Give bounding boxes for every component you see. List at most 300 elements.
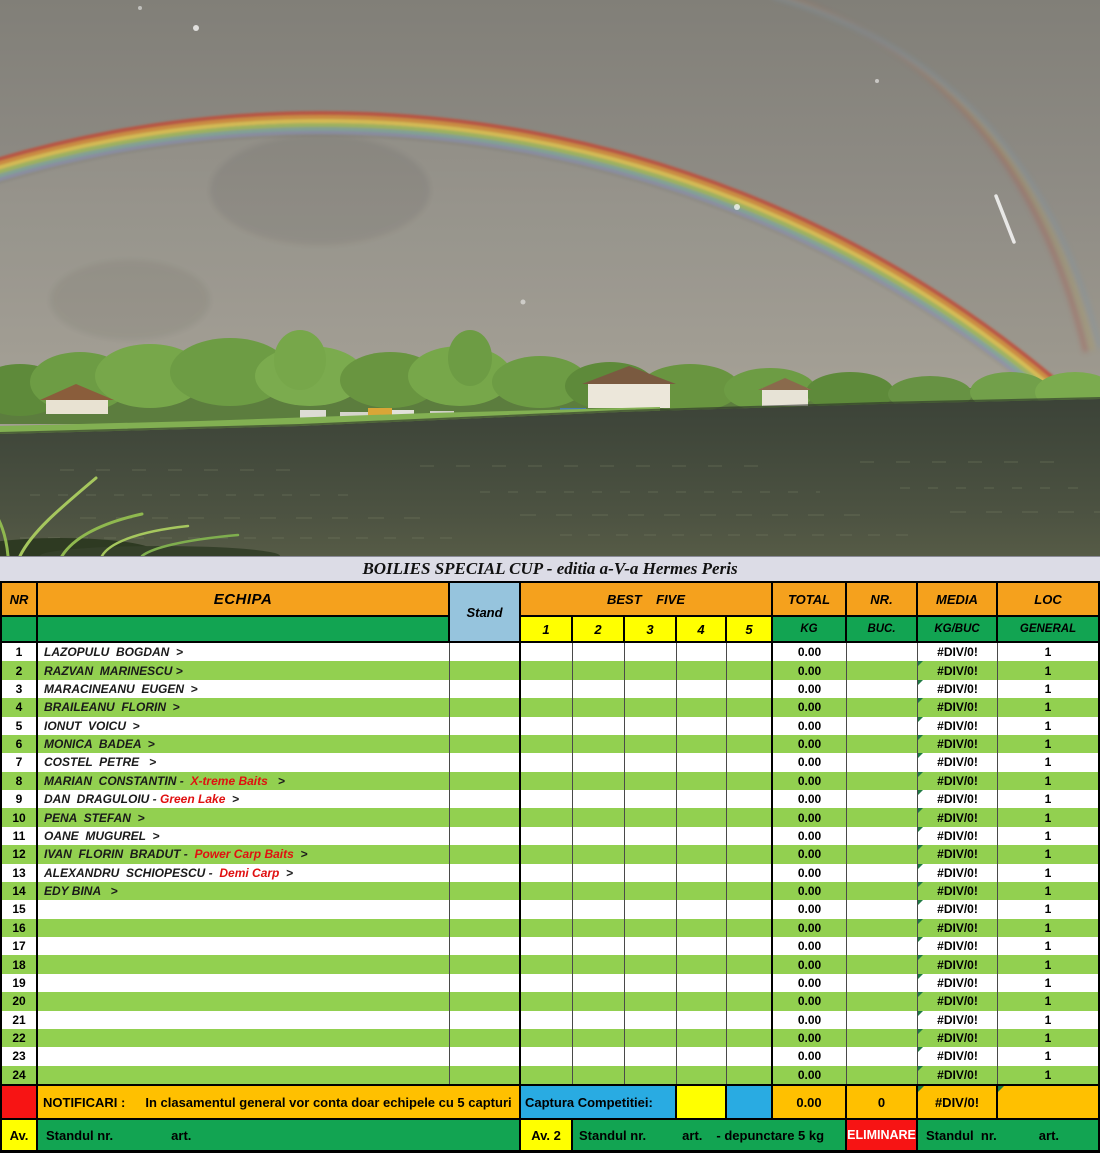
best-2-cell[interactable]: [573, 882, 625, 900]
row-number-cell[interactable]: 23: [2, 1047, 38, 1065]
media-kgbuc-cell[interactable]: #DIV/0!: [918, 643, 998, 661]
best-2-cell[interactable]: [573, 680, 625, 698]
best-4-cell[interactable]: [677, 717, 727, 735]
best-5-cell[interactable]: [727, 919, 773, 937]
stand-cell[interactable]: [450, 735, 521, 753]
loc-general-cell[interactable]: 1: [1044, 847, 1052, 862]
total-kg-cell[interactable]: 0.00: [773, 955, 847, 973]
best-2-cell[interactable]: [573, 937, 625, 955]
stand-cell[interactable]: [450, 864, 521, 882]
best-2-cell[interactable]: [573, 864, 625, 882]
best-4-cell[interactable]: [677, 827, 727, 845]
stand-cell[interactable]: [450, 1066, 521, 1084]
best-1-cell[interactable]: [521, 1029, 573, 1047]
nr-buc-cell[interactable]: [847, 1029, 918, 1047]
stand-cell[interactable]: [450, 698, 521, 716]
row-number-cell[interactable]: 18: [2, 955, 38, 973]
best-5-cell[interactable]: [727, 845, 773, 863]
row-number-cell[interactable]: 5: [2, 717, 38, 735]
total-kg-cell[interactable]: 0.00: [773, 698, 847, 716]
best-5-cell[interactable]: [727, 808, 773, 826]
nr-buc-cell[interactable]: [847, 937, 918, 955]
best-3-cell[interactable]: [625, 735, 677, 753]
stand-cell[interactable]: [450, 643, 521, 661]
row-number-cell[interactable]: 8: [2, 772, 38, 790]
row-number-cell[interactable]: 15: [2, 900, 38, 918]
best-5-cell[interactable]: [727, 827, 773, 845]
team-name-cell[interactable]: [38, 845, 450, 863]
best-3-cell[interactable]: [625, 992, 677, 1010]
best-3-cell[interactable]: [625, 827, 677, 845]
total-kg-cell[interactable]: 0.00: [773, 790, 847, 808]
team-name-cell[interactable]: [38, 1047, 450, 1065]
team-name-cell[interactable]: [38, 790, 450, 808]
loc-general-cell[interactable]: 1: [1044, 828, 1052, 843]
best-5-cell[interactable]: [727, 790, 773, 808]
total-kg-cell[interactable]: 0.00: [773, 974, 847, 992]
best-3-cell[interactable]: [625, 845, 677, 863]
best-1-cell[interactable]: [521, 919, 573, 937]
best-1-cell[interactable]: [521, 772, 573, 790]
best-4-cell[interactable]: [677, 1047, 727, 1065]
total-kg-cell[interactable]: 0.00: [773, 1029, 847, 1047]
alert-red-cell[interactable]: [0, 1086, 36, 1118]
best-2-cell[interactable]: [573, 753, 625, 771]
best-2-cell[interactable]: [573, 845, 625, 863]
best-4-cell[interactable]: [677, 790, 727, 808]
best-1-cell[interactable]: [521, 992, 573, 1010]
best-3-cell[interactable]: [625, 1066, 677, 1084]
best-2-cell[interactable]: [573, 955, 625, 973]
nr-buc-cell[interactable]: [847, 845, 918, 863]
media-kgbuc-cell[interactable]: #DIV/0!: [918, 919, 998, 937]
best-3-cell[interactable]: [625, 698, 677, 716]
nr-buc-cell[interactable]: [847, 643, 918, 661]
loc-general-cell[interactable]: 1: [1044, 902, 1052, 917]
best-3-cell[interactable]: [625, 882, 677, 900]
best-1-cell[interactable]: [521, 974, 573, 992]
best-5-cell[interactable]: [727, 772, 773, 790]
captura-label-cell[interactable]: [519, 1086, 675, 1118]
best-4-cell[interactable]: [677, 680, 727, 698]
captura-total-cell[interactable]: 0.00: [771, 1086, 845, 1118]
best-1-cell[interactable]: [521, 790, 573, 808]
best-1-cell[interactable]: [521, 900, 573, 918]
best-3-cell[interactable]: [625, 1029, 677, 1047]
standul3-cell[interactable]: [916, 1120, 1098, 1150]
team-name-cell[interactable]: [38, 680, 450, 698]
best-5-cell[interactable]: [727, 955, 773, 973]
nr-buc-cell[interactable]: [847, 680, 918, 698]
stand-cell[interactable]: [450, 900, 521, 918]
media-kgbuc-cell[interactable]: #DIV/0!: [918, 680, 998, 698]
best-4-cell[interactable]: [677, 661, 727, 679]
media-kgbuc-cell[interactable]: #DIV/0!: [918, 790, 998, 808]
total-kg-cell[interactable]: 0.00: [773, 735, 847, 753]
best-3-cell[interactable]: [625, 919, 677, 937]
total-kg-cell[interactable]: 0.00: [773, 827, 847, 845]
total-kg-cell[interactable]: 0.00: [773, 1011, 847, 1029]
stand-cell[interactable]: [450, 992, 521, 1010]
loc-general-cell[interactable]: 1: [1044, 645, 1052, 660]
row-number-cell[interactable]: 9: [2, 790, 38, 808]
best-2-cell[interactable]: [573, 900, 625, 918]
best-5-cell[interactable]: [727, 698, 773, 716]
media-kgbuc-cell[interactable]: #DIV/0!: [918, 974, 998, 992]
media-kgbuc-cell[interactable]: #DIV/0!: [918, 882, 998, 900]
media-kgbuc-cell[interactable]: #DIV/0!: [918, 698, 998, 716]
media-kgbuc-cell[interactable]: #DIV/0!: [918, 717, 998, 735]
standul2-cell[interactable]: [571, 1120, 845, 1150]
best-4-cell[interactable]: [677, 919, 727, 937]
loc-general-cell[interactable]: 1: [1044, 1049, 1052, 1064]
best-3-cell[interactable]: [625, 900, 677, 918]
row-number-cell[interactable]: 10: [2, 808, 38, 826]
best-3-cell[interactable]: [625, 864, 677, 882]
best-3-cell[interactable]: [625, 643, 677, 661]
av1-cell[interactable]: Av.: [0, 1120, 36, 1150]
media-kgbuc-cell[interactable]: #DIV/0!: [918, 845, 998, 863]
row-number-cell[interactable]: 7: [2, 753, 38, 771]
row-number-cell[interactable]: 1: [2, 643, 38, 661]
media-kgbuc-cell[interactable]: #DIV/0!: [918, 1011, 998, 1029]
best-3-cell[interactable]: [625, 937, 677, 955]
best-3-cell[interactable]: [625, 974, 677, 992]
total-kg-cell[interactable]: 0.00: [773, 919, 847, 937]
captura-cyan-cell[interactable]: [725, 1086, 771, 1118]
best-4-cell[interactable]: [677, 845, 727, 863]
row-number-cell[interactable]: 21: [2, 1011, 38, 1029]
total-kg-cell[interactable]: 0.00: [773, 1047, 847, 1065]
best-5-cell[interactable]: [727, 753, 773, 771]
best-2-cell[interactable]: [573, 974, 625, 992]
best-1-cell[interactable]: [521, 937, 573, 955]
stand-cell[interactable]: [450, 1011, 521, 1029]
media-kgbuc-cell[interactable]: #DIV/0!: [918, 900, 998, 918]
loc-general-cell[interactable]: 1: [1044, 975, 1052, 990]
best-5-cell[interactable]: [727, 1011, 773, 1029]
best-4-cell[interactable]: [677, 974, 727, 992]
best-1-cell[interactable]: [521, 882, 573, 900]
best-4-cell[interactable]: [677, 808, 727, 826]
team-name-cell[interactable]: [38, 698, 450, 716]
best-1-cell[interactable]: [521, 1066, 573, 1084]
best-2-cell[interactable]: [573, 827, 625, 845]
row-number-cell[interactable]: 13: [2, 864, 38, 882]
best-3-cell[interactable]: [625, 955, 677, 973]
best-3-cell[interactable]: [625, 1047, 677, 1065]
stand-cell[interactable]: [450, 753, 521, 771]
stand-cell[interactable]: [450, 1029, 521, 1047]
team-name-cell[interactable]: [38, 955, 450, 973]
total-kg-cell[interactable]: 0.00: [773, 864, 847, 882]
best-4-cell[interactable]: [677, 772, 727, 790]
best-3-cell[interactable]: [625, 661, 677, 679]
best-2-cell[interactable]: [573, 1011, 625, 1029]
row-number-cell[interactable]: 12: [2, 845, 38, 863]
stand-cell[interactable]: [450, 827, 521, 845]
best-3-cell[interactable]: [625, 680, 677, 698]
eliminare-cell[interactable]: ELIMINARE: [845, 1120, 916, 1150]
row-number-cell[interactable]: 14: [2, 882, 38, 900]
captura-loc-cell[interactable]: [996, 1086, 1098, 1118]
total-kg-cell[interactable]: 0.00: [773, 992, 847, 1010]
stand-cell[interactable]: [450, 680, 521, 698]
captura-yellow-cell[interactable]: [675, 1086, 725, 1118]
team-name-cell[interactable]: [38, 717, 450, 735]
loc-general-cell[interactable]: 1: [1044, 663, 1052, 678]
best-3-cell[interactable]: [625, 790, 677, 808]
best-3-cell[interactable]: [625, 772, 677, 790]
best-1-cell[interactable]: [521, 827, 573, 845]
stand-cell[interactable]: [450, 790, 521, 808]
loc-general-cell[interactable]: 1: [1044, 884, 1052, 899]
media-kgbuc-cell[interactable]: #DIV/0!: [918, 661, 998, 679]
row-number-cell[interactable]: 11: [2, 827, 38, 845]
best-5-cell[interactable]: [727, 900, 773, 918]
best-1-cell[interactable]: [521, 808, 573, 826]
best-3-cell[interactable]: [625, 808, 677, 826]
best-1-cell[interactable]: [521, 680, 573, 698]
best-2-cell[interactable]: [573, 661, 625, 679]
total-kg-cell[interactable]: 0.00: [773, 772, 847, 790]
team-name-cell[interactable]: [38, 900, 450, 918]
total-kg-cell[interactable]: 0.00: [773, 900, 847, 918]
best-1-cell[interactable]: [521, 1047, 573, 1065]
best-2-cell[interactable]: [573, 808, 625, 826]
loc-general-cell[interactable]: 1: [1044, 700, 1052, 715]
nr-buc-cell[interactable]: [847, 661, 918, 679]
media-kgbuc-cell[interactable]: #DIV/0!: [918, 992, 998, 1010]
media-kgbuc-cell[interactable]: #DIV/0!: [918, 955, 998, 973]
stand-cell[interactable]: [450, 937, 521, 955]
team-name-cell[interactable]: [38, 864, 450, 882]
best-5-cell[interactable]: [727, 974, 773, 992]
team-name-cell[interactable]: [38, 1066, 450, 1084]
media-kgbuc-cell[interactable]: #DIV/0!: [918, 937, 998, 955]
nr-buc-cell[interactable]: [847, 919, 918, 937]
best-2-cell[interactable]: [573, 919, 625, 937]
best-4-cell[interactable]: [677, 753, 727, 771]
media-kgbuc-cell[interactable]: #DIV/0!: [918, 772, 998, 790]
nr-buc-cell[interactable]: [847, 882, 918, 900]
nr-buc-cell[interactable]: [847, 827, 918, 845]
media-kgbuc-cell[interactable]: #DIV/0!: [918, 1029, 998, 1047]
stand-cell[interactable]: [450, 717, 521, 735]
loc-general-cell[interactable]: 1: [1044, 681, 1052, 696]
stand-cell[interactable]: [450, 1047, 521, 1065]
media-kgbuc-cell[interactable]: #DIV/0!: [918, 753, 998, 771]
stand-cell[interactable]: [450, 661, 521, 679]
total-kg-cell[interactable]: 0.00: [773, 661, 847, 679]
loc-general-cell[interactable]: 1: [1044, 957, 1052, 972]
total-kg-cell[interactable]: 0.00: [773, 845, 847, 863]
best-1-cell[interactable]: [521, 864, 573, 882]
best-4-cell[interactable]: [677, 992, 727, 1010]
best-2-cell[interactable]: [573, 1066, 625, 1084]
best-5-cell[interactable]: [727, 717, 773, 735]
nr-buc-cell[interactable]: [847, 717, 918, 735]
best-5-cell[interactable]: [727, 882, 773, 900]
row-number-cell[interactable]: 20: [2, 992, 38, 1010]
best-5-cell[interactable]: [727, 661, 773, 679]
notificari-cell[interactable]: [36, 1086, 519, 1118]
team-name-cell[interactable]: [38, 753, 450, 771]
row-number-cell[interactable]: 22: [2, 1029, 38, 1047]
best-1-cell[interactable]: [521, 735, 573, 753]
best-1-cell[interactable]: [521, 753, 573, 771]
stand-cell[interactable]: [450, 919, 521, 937]
nr-buc-cell[interactable]: [847, 753, 918, 771]
row-number-cell[interactable]: 2: [2, 661, 38, 679]
best-2-cell[interactable]: [573, 992, 625, 1010]
team-name-cell[interactable]: [38, 937, 450, 955]
team-name-cell[interactable]: [38, 643, 450, 661]
captura-buc-cell[interactable]: 0: [845, 1086, 916, 1118]
team-name-cell[interactable]: [38, 974, 450, 992]
stand-cell[interactable]: [450, 772, 521, 790]
nr-buc-cell[interactable]: [847, 808, 918, 826]
standul1-cell[interactable]: [36, 1120, 519, 1150]
captura-media-cell[interactable]: #DIV/0!: [916, 1086, 996, 1118]
nr-buc-cell[interactable]: [847, 790, 918, 808]
loc-general-cell[interactable]: 1: [1044, 1067, 1052, 1082]
total-kg-cell[interactable]: 0.00: [773, 717, 847, 735]
media-kgbuc-cell[interactable]: #DIV/0!: [918, 1066, 998, 1084]
best-4-cell[interactable]: [677, 900, 727, 918]
loc-general-cell[interactable]: 1: [1044, 773, 1052, 788]
best-1-cell[interactable]: [521, 1011, 573, 1029]
media-kgbuc-cell[interactable]: #DIV/0!: [918, 1047, 998, 1065]
loc-general-cell[interactable]: 1: [1044, 718, 1052, 733]
team-name-cell[interactable]: [38, 992, 450, 1010]
best-1-cell[interactable]: [521, 643, 573, 661]
total-kg-cell[interactable]: 0.00: [773, 808, 847, 826]
media-kgbuc-cell[interactable]: #DIV/0!: [918, 735, 998, 753]
team-name-cell[interactable]: [38, 808, 450, 826]
stand-cell[interactable]: [450, 974, 521, 992]
best-5-cell[interactable]: [727, 864, 773, 882]
nr-buc-cell[interactable]: [847, 1011, 918, 1029]
nr-buc-cell[interactable]: [847, 735, 918, 753]
loc-general-cell[interactable]: 1: [1044, 810, 1052, 825]
nr-buc-cell[interactable]: [847, 900, 918, 918]
total-kg-cell[interactable]: 0.00: [773, 753, 847, 771]
loc-general-cell[interactable]: 1: [1044, 1031, 1052, 1046]
team-name-cell[interactable]: [38, 1029, 450, 1047]
total-kg-cell[interactable]: 0.00: [773, 1066, 847, 1084]
av2-cell[interactable]: Av. 2: [519, 1120, 571, 1150]
row-number-cell[interactable]: 6: [2, 735, 38, 753]
best-4-cell[interactable]: [677, 735, 727, 753]
stand-cell[interactable]: [450, 845, 521, 863]
best-4-cell[interactable]: [677, 955, 727, 973]
best-4-cell[interactable]: [677, 937, 727, 955]
best-3-cell[interactable]: [625, 1011, 677, 1029]
nr-buc-cell[interactable]: [847, 1047, 918, 1065]
team-name-cell[interactable]: [38, 827, 450, 845]
row-number-cell[interactable]: 3: [2, 680, 38, 698]
total-kg-cell[interactable]: 0.00: [773, 937, 847, 955]
media-kgbuc-cell[interactable]: #DIV/0!: [918, 827, 998, 845]
total-kg-cell[interactable]: 0.00: [773, 680, 847, 698]
stand-cell[interactable]: [450, 882, 521, 900]
team-name-cell[interactable]: [38, 882, 450, 900]
row-number-cell[interactable]: 16: [2, 919, 38, 937]
best-1-cell[interactable]: [521, 717, 573, 735]
best-2-cell[interactable]: [573, 1029, 625, 1047]
nr-buc-cell[interactable]: [847, 864, 918, 882]
nr-buc-cell[interactable]: [847, 992, 918, 1010]
best-5-cell[interactable]: [727, 735, 773, 753]
nr-buc-cell[interactable]: [847, 698, 918, 716]
best-5-cell[interactable]: [727, 1066, 773, 1084]
loc-general-cell[interactable]: 1: [1044, 1012, 1052, 1027]
team-name-cell[interactable]: [38, 1011, 450, 1029]
loc-general-cell[interactable]: 1: [1044, 865, 1052, 880]
team-name-cell[interactable]: [38, 772, 450, 790]
nr-buc-cell[interactable]: [847, 772, 918, 790]
best-4-cell[interactable]: [677, 643, 727, 661]
best-5-cell[interactable]: [727, 643, 773, 661]
best-2-cell[interactable]: [573, 698, 625, 716]
best-1-cell[interactable]: [521, 698, 573, 716]
nr-buc-cell[interactable]: [847, 955, 918, 973]
best-4-cell[interactable]: [677, 1066, 727, 1084]
best-5-cell[interactable]: [727, 937, 773, 955]
best-4-cell[interactable]: [677, 864, 727, 882]
total-kg-cell[interactable]: 0.00: [773, 643, 847, 661]
media-kgbuc-cell[interactable]: #DIV/0!: [918, 864, 998, 882]
best-5-cell[interactable]: [727, 1047, 773, 1065]
best-5-cell[interactable]: [727, 680, 773, 698]
best-3-cell[interactable]: [625, 717, 677, 735]
best-2-cell[interactable]: [573, 717, 625, 735]
loc-general-cell[interactable]: 1: [1044, 939, 1052, 954]
loc-general-cell[interactable]: 1: [1044, 755, 1052, 770]
row-number-cell[interactable]: 24: [2, 1066, 38, 1084]
loc-general-cell[interactable]: 1: [1044, 737, 1052, 752]
nr-buc-cell[interactable]: [847, 1066, 918, 1084]
nr-buc-cell[interactable]: [847, 974, 918, 992]
row-number-cell[interactable]: 19: [2, 974, 38, 992]
total-kg-cell[interactable]: 0.00: [773, 882, 847, 900]
best-2-cell[interactable]: [573, 790, 625, 808]
best-3-cell[interactable]: [625, 753, 677, 771]
team-name-cell[interactable]: [38, 735, 450, 753]
row-number-cell[interactable]: 17: [2, 937, 38, 955]
best-1-cell[interactable]: [521, 955, 573, 973]
loc-general-cell[interactable]: 1: [1044, 792, 1052, 807]
best-2-cell[interactable]: [573, 643, 625, 661]
best-2-cell[interactable]: [573, 1047, 625, 1065]
best-2-cell[interactable]: [573, 772, 625, 790]
row-number-cell[interactable]: 4: [2, 698, 38, 716]
stand-cell[interactable]: [450, 955, 521, 973]
best-4-cell[interactable]: [677, 1029, 727, 1047]
best-4-cell[interactable]: [677, 882, 727, 900]
best-5-cell[interactable]: [727, 992, 773, 1010]
best-2-cell[interactable]: [573, 735, 625, 753]
stand-cell[interactable]: [450, 808, 521, 826]
best-4-cell[interactable]: [677, 698, 727, 716]
best-4-cell[interactable]: [677, 1011, 727, 1029]
best-1-cell[interactable]: [521, 845, 573, 863]
loc-general-cell[interactable]: 1: [1044, 994, 1052, 1009]
loc-general-cell[interactable]: 1: [1044, 920, 1052, 935]
team-name-cell[interactable]: [38, 661, 450, 679]
team-name-cell[interactable]: [38, 919, 450, 937]
